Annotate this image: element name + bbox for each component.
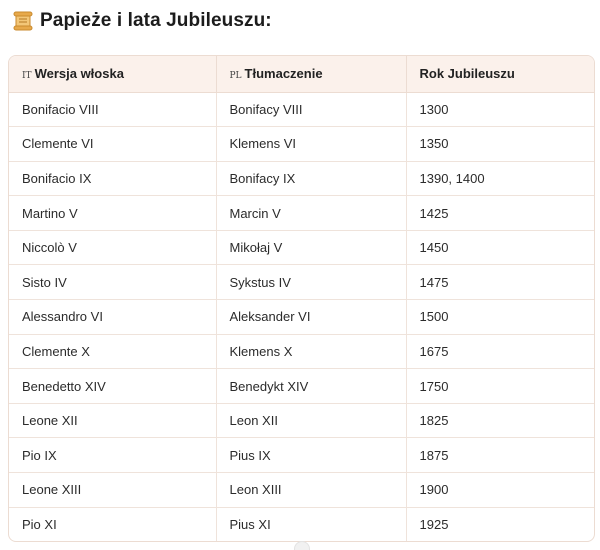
cell-italian-name: Sisto IV [9, 265, 216, 300]
column-header-italian [9, 56, 216, 92]
cell-italian-name: Alessandro VI [9, 300, 216, 335]
cell-italian-name: Bonifacio IX [9, 161, 216, 196]
page-title: Papieże i lata Jubileuszu: [40, 10, 272, 31]
cell-polish-name: Leon XII [216, 403, 406, 438]
table-row [9, 369, 594, 404]
cell-italian-name: Pio XI [22, 517, 57, 533]
cell-jubilee-year: 1350 [406, 127, 594, 162]
cell-polish-name: Marcin V [216, 196, 406, 231]
table-row [9, 161, 594, 196]
table-header-row [9, 56, 594, 92]
table-row [9, 403, 594, 438]
table-row [9, 127, 594, 162]
cell-italian-name: Bonifacio VIII [9, 92, 216, 127]
cell-polish-name: Aleksander VI [216, 300, 406, 335]
table-row [9, 507, 594, 542]
title-row [12, 8, 272, 34]
cell-italian-name: Leone XIII [9, 473, 216, 508]
cell-polish-name: Pius XI [216, 507, 406, 542]
column-header-translation [216, 56, 406, 92]
table-row [9, 473, 594, 508]
table-row [9, 196, 594, 231]
cell-polish-name: Sykstus IV [216, 265, 406, 300]
cell-polish-name: Mikołaj V [216, 230, 406, 265]
column-header-label: Tłumaczenie [244, 66, 323, 82]
cell-italian-name: Niccolò V [9, 230, 216, 265]
cell-jubilee-year: 1875 [406, 438, 594, 473]
cell-polish-name: Klemens X [216, 334, 406, 369]
cell-jubilee-year: 1825 [406, 403, 594, 438]
cell-jubilee-year: 1450 [406, 230, 594, 265]
jubilee-table [8, 55, 595, 542]
cell-jubilee-year: 1300 [406, 92, 594, 127]
cell-jubilee-year: 1425 [406, 196, 594, 231]
table-row [9, 265, 594, 300]
cell-polish-name: Bonifacy VIII [216, 92, 406, 127]
table-row [9, 92, 594, 127]
cell-polish-name: Klemens VI [216, 127, 406, 162]
column-header-label: Wersja włoska [34, 66, 124, 82]
table-row [9, 300, 594, 335]
cell-jubilee-year: 1500 [406, 300, 594, 335]
cell-italian-name: Pio IX [9, 438, 216, 473]
cell-italian-name: Clemente X [9, 334, 216, 369]
table-row [9, 438, 594, 473]
cell-jubilee-year: 1750 [406, 369, 594, 404]
scroll-icon [12, 10, 34, 32]
cell-polish-name: Benedykt XIV [216, 369, 406, 404]
cell-italian-name: Benedetto XIV [9, 369, 216, 404]
cell-italian-name: Martino V [9, 196, 216, 231]
cell-polish-name: Pius IX [216, 438, 406, 473]
column-header-year [406, 56, 594, 92]
cell-italian-name: Clemente VI [9, 127, 216, 162]
cell-jubilee-year: 1475 [406, 265, 594, 300]
cell-jubilee-year: 1390, 1400 [406, 161, 594, 196]
cell-italian-name: Leone XII [9, 403, 216, 438]
cell-jubilee-year: 1900 [406, 473, 594, 508]
poland-flag-icon: PL [229, 71, 242, 82]
cell-polish-name: Bonifacy IX [216, 161, 406, 196]
table-row [9, 230, 594, 265]
cell-jubilee-year: 1925 [406, 507, 594, 542]
cell-polish-name: Leon XIII [216, 473, 406, 508]
scroll-down-handle[interactable] [294, 541, 310, 550]
column-header-label: Rok Jubileuszu [419, 66, 515, 82]
cell-jubilee-year: 1675 [406, 334, 594, 369]
table-row [9, 334, 594, 369]
italy-flag-icon: IT [22, 71, 32, 82]
